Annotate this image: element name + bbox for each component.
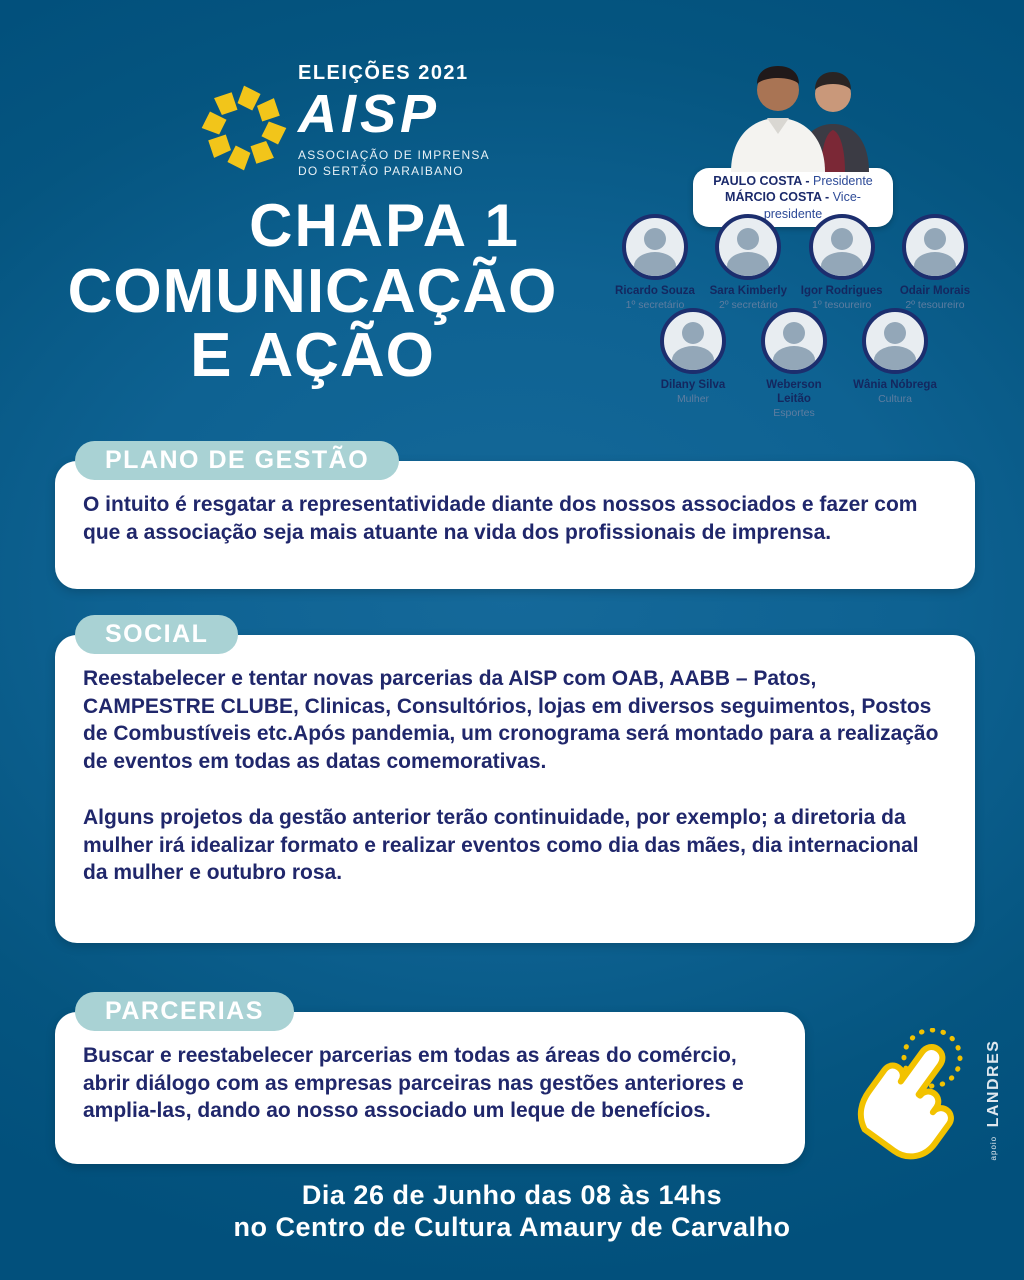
section-paragraph: Alguns projetos da gestão anterior terão continuidade, por exemplo; a diretoria da mulher irá idealizar formato e realizar eventos como dia das mães, dia internacional da mulher e outubro rosa.: [83, 805, 919, 885]
event-date-time: Dia 26 de Junho das 08 às 14hs: [301, 1180, 723, 1210]
president-name: PAULO COSTA -: [713, 174, 810, 188]
officer-card: [610, 214, 700, 311]
section-label-social: SOCIAL: [75, 615, 238, 654]
president-line: [701, 173, 885, 189]
title-e-acao: E AÇÃO: [190, 321, 435, 391]
pinwheel-icon: [198, 82, 290, 174]
officer-name: Ricardo Souza: [615, 285, 695, 297]
officer-card: [797, 214, 887, 311]
pointer-hand: [852, 1031, 970, 1164]
officer-name: Igor Rodrigues: [800, 285, 883, 297]
officer-role: Esportes: [773, 406, 815, 419]
officer-role: 2º secretário: [718, 298, 778, 311]
officer-avatar: [660, 308, 726, 374]
officer-name: Odair Morais: [899, 285, 971, 297]
leaders-photo: [693, 54, 893, 172]
officer-name: Wânia Nóbrega: [853, 379, 937, 391]
officer-avatar: [862, 308, 928, 374]
support-prefix: apoio: [989, 1135, 998, 1161]
officer-card: [703, 214, 793, 311]
officers-row-1: [610, 214, 980, 311]
section-card-plano-de-gestao: [55, 461, 975, 589]
president-silhouette: [731, 66, 825, 172]
officer-avatar: [622, 214, 688, 280]
officer-role: Mulher: [676, 392, 710, 405]
section-label-plano-de-gestao: PLANO DE GESTÃO: [75, 441, 399, 480]
section-label-parcerias: PARCERIAS: [75, 992, 294, 1031]
section-paragraph: Reestabelecer e tentar novas parcerias da AISP com OAB, AABB – Patos, CAMPESTRE CLUBE, Clinicas, Consultórios, lojas em diversos seguimentos, Postos de Combustíveis etc.Após pandemia, um cronograma será montado para a realização de eventos em todas as datas comemorativas.: [83, 667, 939, 774]
section-card-social: [55, 635, 975, 943]
aisp-logo-block: [198, 62, 490, 179]
officer-avatar: [761, 308, 827, 374]
officer-name: Sara Kimberly: [709, 285, 787, 297]
elections-label: ELEIÇÕES 2021: [298, 62, 469, 84]
logo-subtitle-line2: DO SERTÃO PARAIBANO: [298, 164, 464, 179]
president-role: Presidente: [813, 174, 873, 188]
title-chapa: CHAPA 1: [249, 192, 520, 259]
support-credit: [985, 1025, 1015, 1175]
section-paragraph: Buscar e reestabelecer parcerias em todas as áreas do comércio, abrir diálogo com as empresas parceiras nas gestões anteriores e amplia-las, dando ao nosso associado um leque de benefícios.: [83, 1044, 744, 1123]
officer-role: 2º tesoureiro: [905, 298, 965, 311]
officer-card: [749, 308, 839, 419]
vice-president-role: Vice-presidente: [763, 190, 861, 221]
title-comunicacao: COMUNICAÇÃO: [67, 257, 558, 326]
section-card-parcerias: [55, 1012, 805, 1164]
officer-avatar: [715, 214, 781, 280]
officers-row-2: [648, 308, 940, 419]
event-location: no Centro de Cultura Amaury de Carvalho: [233, 1211, 791, 1242]
officer-avatar: [809, 214, 875, 280]
logo-text-block: [298, 62, 490, 179]
officer-name: Dilany Silva: [660, 379, 726, 391]
officer-avatar: [902, 214, 968, 280]
officer-card: [890, 214, 980, 311]
hand-click-icon: [852, 1028, 970, 1164]
support-name: LANDRES: [985, 1039, 1002, 1128]
officer-role: Cultura: [878, 392, 912, 405]
leaders-block: [693, 54, 893, 227]
officer-card: [648, 308, 738, 419]
logo-subtitle: [298, 147, 490, 179]
logo-subtitle-line1: ASSOCIAÇÃO DE IMPRENSA: [298, 148, 490, 162]
officer-role: 1º tesoureiro: [812, 298, 872, 311]
logo-acronym: AISP: [298, 84, 441, 144]
section-paragraph: O intuito é resgatar a representatividade diante dos nossos associados e fazer com que a associação seja mais atuante na vida dos profissionais de imprensa.: [83, 493, 918, 544]
officer-name: Weberson Leitão: [766, 379, 822, 405]
officer-card: [850, 308, 940, 419]
officer-role: 1º secretário: [625, 298, 685, 311]
main-title: [5, 192, 620, 391]
hand-click-icon-wrap: [852, 1028, 970, 1164]
event-info: [0, 1180, 1024, 1244]
vice-president-name: MÁRCIO COSTA -: [725, 190, 830, 205]
